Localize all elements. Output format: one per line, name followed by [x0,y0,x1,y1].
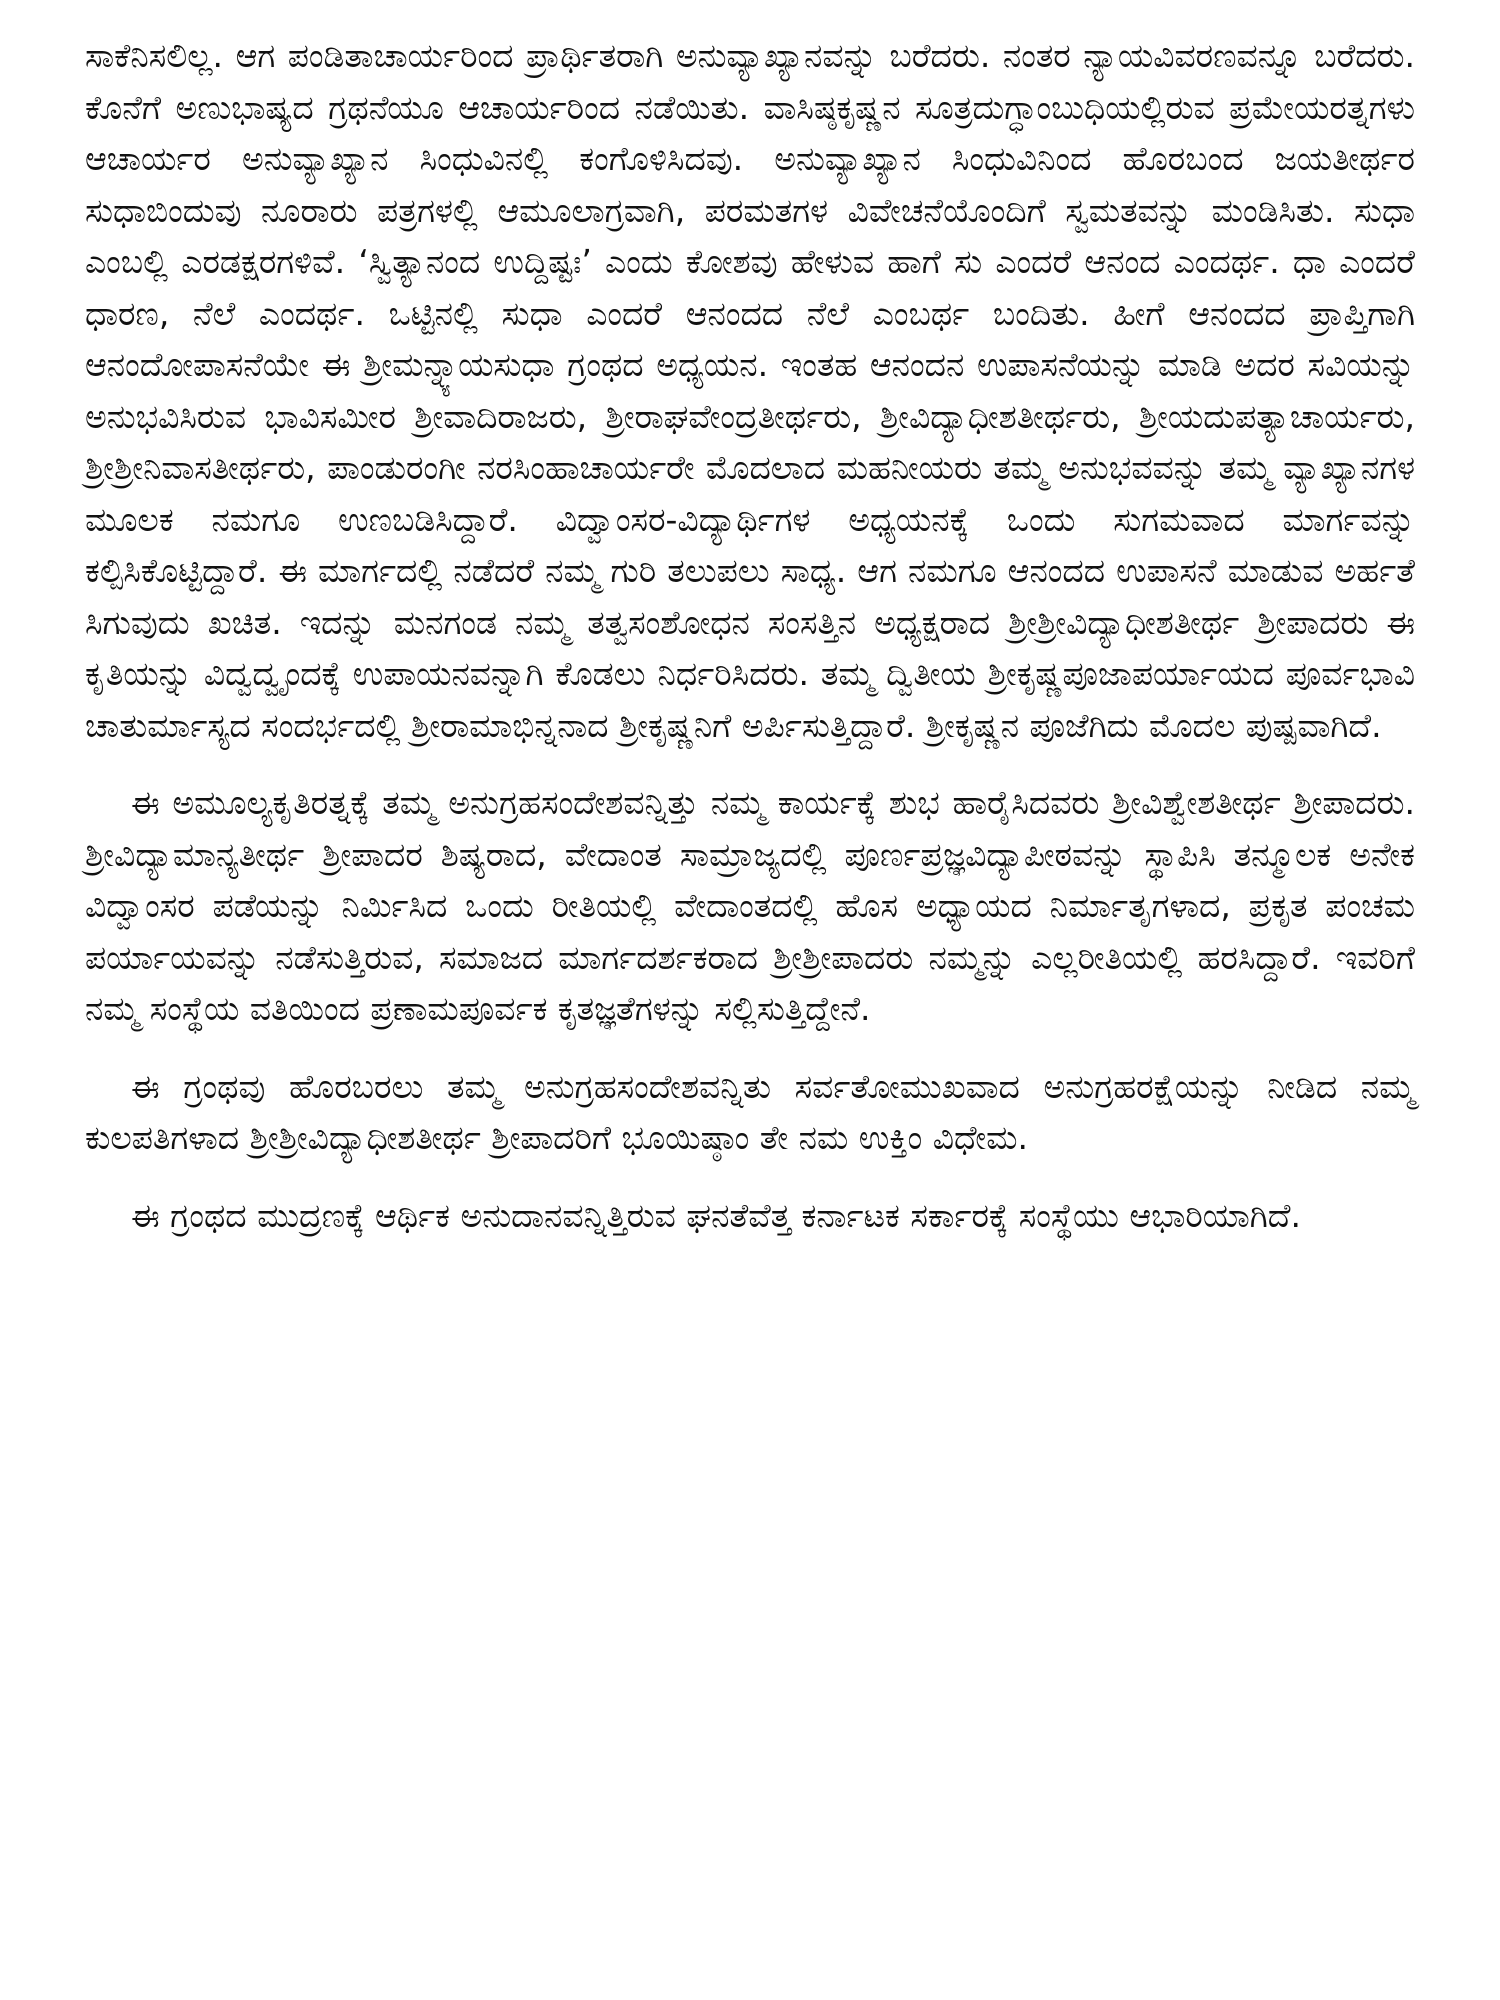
paragraph-3: ಈ ಗ್ರಂಥವು ಹೊರಬರಲು ತಮ್ಮ ಅನುಗ್ರಹಸಂದೇಶವನ್ನಿತು ಸರ್ವತೋಮುಖವಾದ ಅನುಗ್ರಹರಕ್ಷೆಯನ್ನು ನೀಡಿದ ನಮ್ಮ ಕುಲಪತಿಗಳಾದ ಶ್ರೀಶ್ರೀವಿದ್ಯಾಧೀಶತೀರ್ಥ ಶ್ರೀಪಾದರಿಗೆ ಭೂಯಿಷ್ಠಾಂ ತೇ ನಮ ಉಕ್ತಿಂ ವಿಧೇಮ. [85,1066,1415,1157]
document-page [85,30,1415,1267]
paragraph-4: ಈ ಗ್ರಂಥದ ಮುದ್ರಣಕ್ಕೆ ಆರ್ಥಿಕ ಅನುದಾನವನ್ನಿತ್ತಿರುವ ಘನತೆವೆತ್ತ ಕರ್ನಾಟಕ ಸರ್ಕಾರಕ್ಕೆ ಸಂಸ್ಥೆಯು ಆಭಾರಿಯಾಗಿದೆ. [131,1195,1301,1235]
paragraph-2: ಈ ಅಮೂಲ್ಯಕೃತಿರತ್ನಕ್ಕೆ ತಮ್ಮ ಅನುಗ್ರಹಸಂದೇಶವನ್ನಿತ್ತು ನಮ್ಮ ಕಾರ್ಯಕ್ಕೆ ಶುಭ ಹಾರೈಸಿದವರು ಶ್ರೀವಿಶ್ವೇಶತೀರ್ಥ ಶ್ರೀಪಾದರು. ಶ್ರೀವಿದ್ಯಾಮಾನ್ಯತೀರ್ಥ ಶ್ರೀಪಾದರ ಶಿಷ್ಯರಾದ, ವೇದಾಂತ ಸಾಮ್ರಾಜ್ಯದಲ್ಲಿ ಪೂರ್ಣಪ್ರಜ್ಞವಿದ್ಯಾಪೀಠವನ್ನು ಸ್ಥಾಪಿಸಿ ತನ್ಮೂಲಕ ಅನೇಕ ವಿದ್ವಾಂಸರ ಪಡೆಯನ್ನು ನಿರ್ಮಿಸಿದ ಒಂದು ರೀತಿಯಲ್ಲಿ ವೇದಾಂತದಲ್ಲಿ ಹೊಸ ಅಧ್ಯಾಯದ ನಿರ್ಮಾತೃಗಳಾದ, ಪ್ರಕೃತ ಪಂಚಮ ಪರ್ಯಾಯವನ್ನು ನಡೆಸುತ್ತಿರುವ, ಸಮಾಜದ ಮಾರ್ಗದರ್ಶಕರಾದ ಶ್ರೀಶ್ರೀಪಾದರು ನಮ್ಮನ್ನು ಎಲ್ಲರೀತಿಯಲ್ಲಿ ಹರಸಿದ್ದಾರೆ. ಇವರಿಗೆ ನಮ್ಮ ಸಂಸ್ಥೆಯ ವತಿಯಿಂದ ಪ್ರಣಾಮಪೂರ್ವಕ ಕೃತಜ್ಞತೆಗಳನ್ನು ಸಲ್ಲಿಸುತ್ತಿದ್ದೇನೆ. [85,783,1415,1028]
paragraph-1: ಸಾಕೆನಿಸಲಿಲ್ಲ. ಆಗ ಪಂಡಿತಾಚಾರ್ಯರಿಂದ ಪ್ರಾರ್ಥಿತರಾಗಿ ಅನುವ್ಯಾಖ್ಯಾನವನ್ನು ಬರೆದರು. ನಂತರ ನ್ಯಾಯವಿವರಣವನ್ನೂ ಬರೆದರು. ಕೊನೆಗೆ ಅಣುಭಾಷ್ಯದ ಗ್ರಥನೆಯೂ ಆಚಾರ್ಯರಿಂದ ನಡೆಯಿತು. ವಾಸಿಷ್ಠಕೃಷ್ಣನ ಸೂತ್ರದುಗ್ಧಾಂಬುಧಿಯಲ್ಲಿರುವ ಪ್ರಮೇಯರತ್ನಗಳು ಆಚಾರ್ಯರ ಅನುವ್ಯಾಖ್ಯಾನ ಸಿಂಧುವಿನಲ್ಲಿ ಕಂಗೊಳಿಸಿದವು. ಅನುವ್ಯಾಖ್ಯಾನ ಸಿಂಧುವಿನಿಂದ ಹೊರಬಂದ ಜಯತೀರ್ಥರ ಸುಧಾಬಿಂದುವು ನೂರಾರು ಪತ್ರಗಳಲ್ಲಿ ಆಮೂಲಾಗ್ರವಾಗಿ, ಪರಮತಗಳ ವಿವೇಚನೆಯೊಂದಿಗೆ ಸ್ವಮತವನ್ನು ಮಂಡಿಸಿತು. ಸುಧಾ ಎಂಬಲ್ಲಿ ಎರಡಕ್ಷರಗಳಿವೆ. ‘ಸ್ವಿತ್ಯಾನಂದ ಉದ್ದಿಷ್ಟಃ’ ಎಂದು ಕೋಶವು ಹೇಳುವ ಹಾಗೆ ಸು ಎಂದರೆ ಆನಂದ ಎಂದರ್ಥ. ಧಾ ಎಂದರೆ ಧಾರಣ, ನೆಲೆ ಎಂದರ್ಥ. ಒಟ್ಟಿನಲ್ಲಿ ಸುಧಾ ಎಂದರೆ ಆನಂದದ ನೆಲೆ ಎಂಬರ್ಥ ಬಂದಿತು. ಹೀಗೆ ಆನಂದದ ಪ್ರಾಪ್ತಿಗಾಗಿ ಆನಂದೋಪಾಸನೆಯೇ ಈ ಶ್ರೀಮನ್ನ್ಯಾಯಸುಧಾ ಗ್ರಂಥದ ಅಧ್ಯಯನ. ಇಂತಹ ಆನಂದನ ಉಪಾಸನೆಯನ್ನು ಮಾಡಿ ಅದರ ಸವಿಯನ್ನು ಅನುಭವಿಸಿರುವ ಭಾವಿಸಮೀರ ಶ್ರೀವಾದಿರಾಜರು, ಶ್ರೀರಾಘವೇಂದ್ರತೀರ್ಥರು, ಶ್ರೀವಿದ್ಯಾಧೀಶತೀರ್ಥರು, ಶ್ರೀಯದುಪತ್ಯಾಚಾರ್ಯರು, ಶ್ರೀಶ್ರೀನಿವಾಸತೀರ್ಥರು, ಪಾಂಡುರಂಗೀ ನರಸಿಂಹಾಚಾರ್ಯರೇ ಮೊದಲಾದ ಮಹನೀಯರು ತಮ್ಮ ಅನುಭವವನ್ನು ತಮ್ಮ ವ್ಯಾಖ್ಯಾನಗಳ ಮೂಲಕ ನಮಗೂ ಉಣಬಡಿಸಿದ್ದಾರೆ. ವಿದ್ವಾಂಸರ-ವಿದ್ಯಾರ್ಥಿಗಳ ಅಧ್ಯಯನಕ್ಕೆ ಒಂದು ಸುಗಮವಾದ ಮಾರ್ಗವನ್ನು ಕಲ್ಪಿಸಿಕೊಟ್ಟಿದ್ದಾರೆ. ಈ ಮಾರ್ಗದಲ್ಲಿ ನಡೆದರೆ ನಮ್ಮ ಗುರಿ ತಲುಪಲು ಸಾಧ್ಯ. ಆಗ ನಮಗೂ ಆನಂದದ ಉಪಾಸನೆ ಮಾಡುವ ಅರ್ಹತೆ ಸಿಗುವುದು ಖಚಿತ. ಇದನ್ನು ಮನಗಂಡ ನಮ್ಮ ತತ್ವಸಂಶೋಧನ ಸಂಸತ್ತಿನ ಅಧ್ಯಕ್ಷರಾದ ಶ್ರೀಶ್ರೀವಿದ್ಯಾಧೀಶತೀರ್ಥ ಶ್ರೀಪಾದರು ಈ ಕೃತಿಯನ್ನು ವಿದ್ವದ್ವೃಂದಕ್ಕೆ ಉಪಾಯನವನ್ನಾಗಿ ಕೊಡಲು ನಿರ್ಧರಿಸಿದರು. ತಮ್ಮ ದ್ವಿತೀಯ ಶ್ರೀಕೃಷ್ಣಪೂಜಾಪರ್ಯಾಯದ ಪೂರ್ವಭಾವಿ ಚಾತುರ್ಮಾಸ್ಯದ ಸಂದರ್ಭದಲ್ಲಿ ಶ್ರೀರಾಮಾಭಿನ್ನನಾದ ಶ್ರೀಕೃಷ್ಣನಿಗೆ ಅರ್ಪಿಸುತ್ತಿದ್ದಾರೆ. ಶ್ರೀಕೃಷ್ಣನ ಪೂಜೆಗಿದು ಮೊದಲ ಪುಷ್ಪವಾಗಿದೆ. [85,36,1415,745]
